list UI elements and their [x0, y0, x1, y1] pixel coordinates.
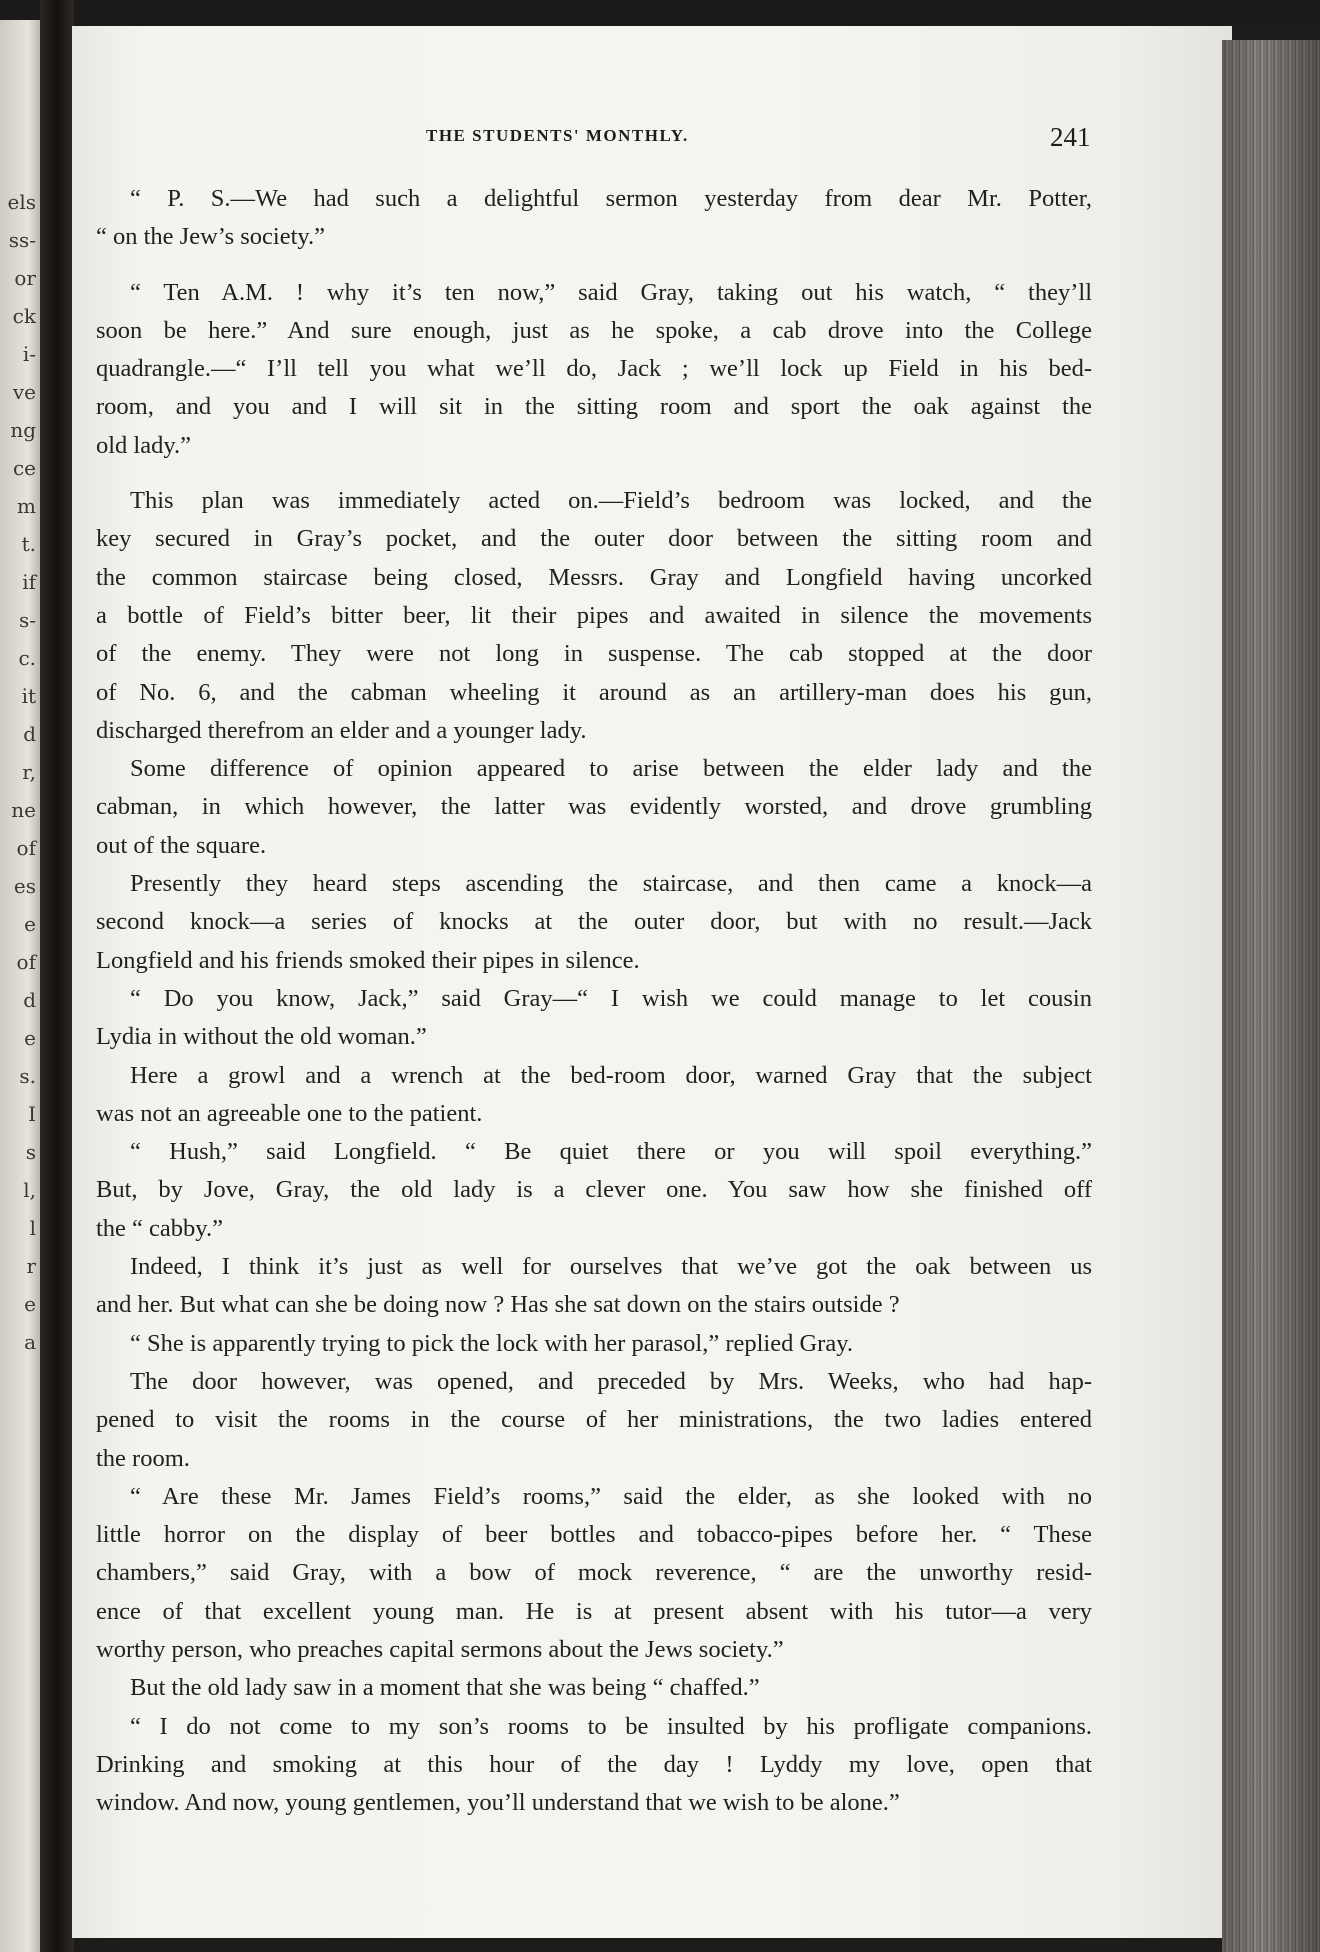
text-line: the “ cabby.” [96, 1214, 223, 1242]
text-line: and her. But what can she be doing now ? Has she sat down on the stairs outside ? [96, 1291, 900, 1319]
text-line: pened to visit the rooms in the course of her ministrations, the two ladies entered [96, 1406, 1092, 1434]
previous-page-fragment: ce [12, 456, 36, 480]
previous-page-fragment: c. [18, 646, 36, 670]
previous-page-edge [0, 20, 40, 1952]
previous-page-fragment: ng [10, 418, 36, 442]
previous-page-fragment: t. [21, 532, 36, 556]
scan-border-top [0, 0, 1320, 26]
running-head: THE STUDENTS' MONTHLY. [426, 126, 689, 145]
previous-page-fragment: d [23, 722, 36, 746]
previous-page-fragment: e [24, 1026, 36, 1050]
previous-page-fragment: e [24, 912, 36, 936]
previous-page-fragment: els [7, 190, 36, 214]
text-line: Here a growl and a wrench at the bed-room door, warned Gray that the subject [130, 1061, 1092, 1089]
previous-page-fragment: d [23, 988, 36, 1012]
previous-page-fragment: s. [19, 1064, 36, 1088]
text-line: “ She is apparently trying to pick the lock with her parasol,” replied Gray. [130, 1329, 853, 1357]
body-text [96, 180, 1092, 1822]
text-line: quadrangle.—“ I’ll tell you what we’ll do, Jack ; we’ll lock up Field in his bed- [96, 355, 1092, 383]
text-line: second knock—a series of knocks at the outer door, but with no result.—Jack [96, 908, 1092, 936]
previous-page-fragment: m [17, 494, 36, 518]
text-line: old lady.” [96, 431, 192, 459]
previous-page-fragment: if [22, 570, 36, 594]
paragraph [96, 1325, 1092, 1363]
text-line: Lydia in without the old woman.” [96, 1023, 427, 1051]
previous-page-fragment: r, [22, 760, 36, 784]
text-line: soon be here.” And sure enough, just as he spoke, a cab drove into the College [96, 316, 1092, 344]
text-line: room, and you and I will sit in the sitting room and sport the oak against the [96, 393, 1092, 421]
paragraph [96, 1669, 1092, 1707]
text-line: The door however, was opened, and preceded by Mrs. Weeks, who had hap- [130, 1367, 1092, 1395]
text-line: “ Do you know, Jack,” said Gray—“ I wish we could manage to let cousin [130, 984, 1092, 1012]
text-line: worthy person, who preaches capital sermons about the Jews society.” [96, 1635, 784, 1663]
previous-page-fragment: ss- [8, 228, 36, 252]
paragraph [96, 1133, 1092, 1248]
paragraph [96, 980, 1092, 1057]
text-line: “ P. S.—We had such a delightful sermon yesterday from dear Mr. Potter, [130, 185, 1092, 212]
previous-page-fragment: i- [22, 342, 36, 366]
text-line: was not an agreeable one to the patient. [96, 1099, 483, 1127]
paragraph [96, 750, 1092, 865]
previous-page-fragment: s- [18, 608, 36, 632]
text-line: a bottle of Field’s bitter beer, lit their pipes and awaited in silence the movements [96, 601, 1092, 629]
text-line: discharged therefrom an elder and a younger lady. [96, 716, 587, 744]
text-line: “ I do not come to my son’s rooms to be insulted by his profligate companions. [130, 1712, 1092, 1740]
previous-page-fragment: s [25, 1140, 36, 1164]
text-line: the room. [96, 1444, 190, 1472]
previous-page-fragment: I [28, 1102, 36, 1126]
text-line: “ Are these Mr. James Field’s rooms,” said the elder, as she looked with no [130, 1482, 1092, 1510]
text-line: “ Hush,” said Longfield. “ Be quiet there or you will spoil everything.” [130, 1138, 1092, 1166]
previous-page-fragment: or [14, 266, 36, 290]
text-line: Some difference of opinion appeared to arise between the elder lady and the [130, 755, 1092, 783]
book-gutter [40, 0, 74, 1952]
text-line: of the enemy. They were not long in suspense. The cab stopped at the door [96, 640, 1092, 668]
previous-page-fragment: l [29, 1216, 36, 1240]
previous-page-fragment: ne [11, 798, 36, 822]
text-line: cabman, in which however, the latter was evidently worsted, and drove grumbling [96, 793, 1092, 821]
previous-page-fragment: r [26, 1254, 36, 1278]
text-line: chambers,” said Gray, with a bow of mock reverence, “ are the unworthy resid- [96, 1559, 1092, 1587]
paragraph [96, 1057, 1092, 1134]
previous-page-fragment: ck [12, 304, 36, 328]
text-line: ence of that excellent young man. He is at present absent with his tutor—a very [96, 1597, 1092, 1625]
previous-page-fragment: it [21, 684, 36, 708]
previous-page-fragment: e [24, 1292, 36, 1316]
text-line: key secured in Gray’s pocket, and the outer door between the sitting room and [96, 525, 1092, 553]
text-line: the common staircase being closed, Messrs. Gray and Longfield having uncorked [96, 563, 1092, 591]
text-line: “ on the Jew’s society.” [96, 223, 326, 251]
text-line: Longfield and his friends smoked their pipes in silence. [96, 946, 640, 974]
text-line: Drinking and smoking at this hour of the day ! Lyddy my love, open that [96, 1750, 1092, 1778]
previous-page-fragment: ve [12, 380, 36, 404]
previous-page-fragment: l, [23, 1178, 36, 1202]
paragraph [96, 1248, 1092, 1325]
previous-page-fragment: a [24, 1330, 36, 1354]
paragraph [96, 1363, 1092, 1478]
previous-page-fragment: of [16, 950, 36, 974]
text-line: But the old lady saw in a moment that she was being “ chaffed.” [130, 1674, 760, 1702]
previous-page-fragment: of [16, 836, 36, 860]
text-line: little horror on the display of beer bottles and tobacco-pipes before her. “ These [96, 1521, 1092, 1549]
text-line: Indeed, I think it’s just as well for ourselves that we’ve got the oak between us [130, 1253, 1092, 1281]
paragraph [96, 865, 1092, 980]
text-line: Presently they heard steps ascending the staircase, and then came a knock—a [130, 870, 1092, 898]
paragraph [96, 1708, 1092, 1823]
previous-page-fragment: es [13, 874, 36, 898]
page-number: 241 [1050, 122, 1091, 152]
paragraph [96, 274, 1092, 465]
text-line: of No. 6, and the cabman wheeling it around as an artillery-man does his gun, [96, 678, 1092, 706]
text-line: But, by Jove, Gray, the old lady is a clever one. You saw how she finished off [96, 1176, 1092, 1204]
text-line: out of the square. [96, 831, 267, 859]
paragraph [96, 1478, 1092, 1669]
text-line: window. And now, young gentlemen, you’ll understand that we wish to be alone.” [96, 1789, 900, 1817]
text-line: This plan was immediately acted on.—Field’s bedroom was locked, and the [130, 487, 1092, 515]
page-edges-shadow [1222, 40, 1320, 1952]
paragraph [96, 482, 1092, 750]
text-line: “ Ten A.M. ! why it’s ten now,” said Gray, taking out his watch, “ they’ll [130, 278, 1092, 306]
paragraph [96, 180, 1092, 257]
